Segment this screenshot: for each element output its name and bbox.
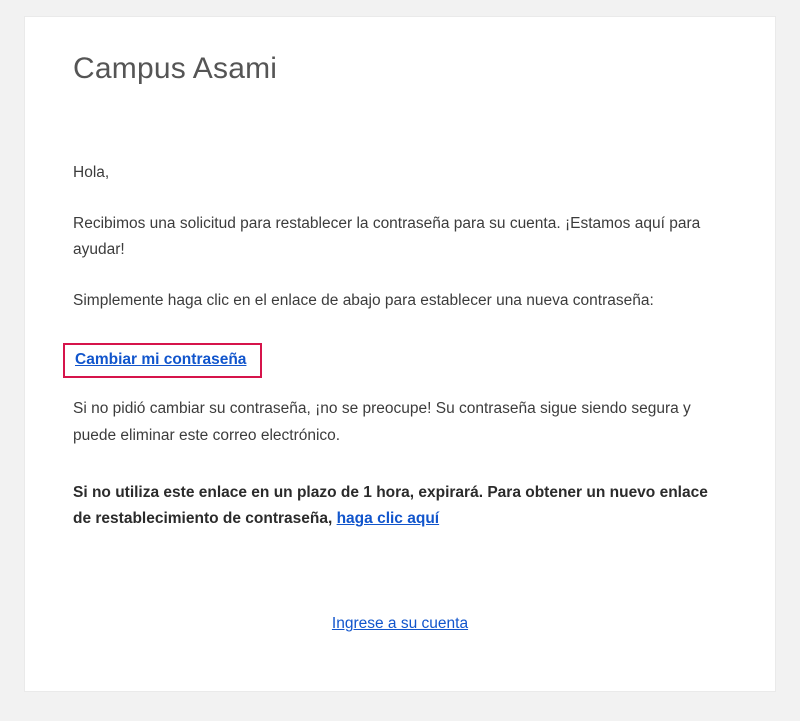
greeting-text: Hola,	[73, 164, 110, 181]
email-footer	[73, 615, 727, 633]
new-reset-link[interactable]: haga clic aquí	[336, 510, 440, 528]
change-password-link[interactable]: Cambiar mi contraseña	[75, 350, 247, 368]
email-card	[24, 16, 776, 692]
change-password-highlight	[63, 343, 262, 379]
expiry-text: Si no utiliza este enlace en un plazo de 1 hora, expirará. Para obtener un nuevo enlace de restablecimiento de contraseña,	[73, 483, 708, 528]
instruction-paragraph: Simplemente haga clic en el enlace de abajo para establecer una nueva contraseña:	[73, 291, 654, 309]
page-title: Campus Asami	[73, 52, 278, 85]
login-link[interactable]: Ingrese a su cuenta	[331, 614, 469, 632]
reset-request-paragraph: Recibimos una solicitud para restablecer la contraseña para su cuenta. ¡Estamos aquí para ayudar!	[73, 214, 701, 259]
no-request-paragraph: Si no pidió cambiar su contraseña, ¡no se preocupe! Su contraseña sigue siendo segura y puede eliminar este correo electrónico.	[73, 400, 691, 444]
expiry-paragraph	[73, 480, 727, 533]
email-content	[25, 17, 775, 633]
email-body	[73, 160, 727, 633]
